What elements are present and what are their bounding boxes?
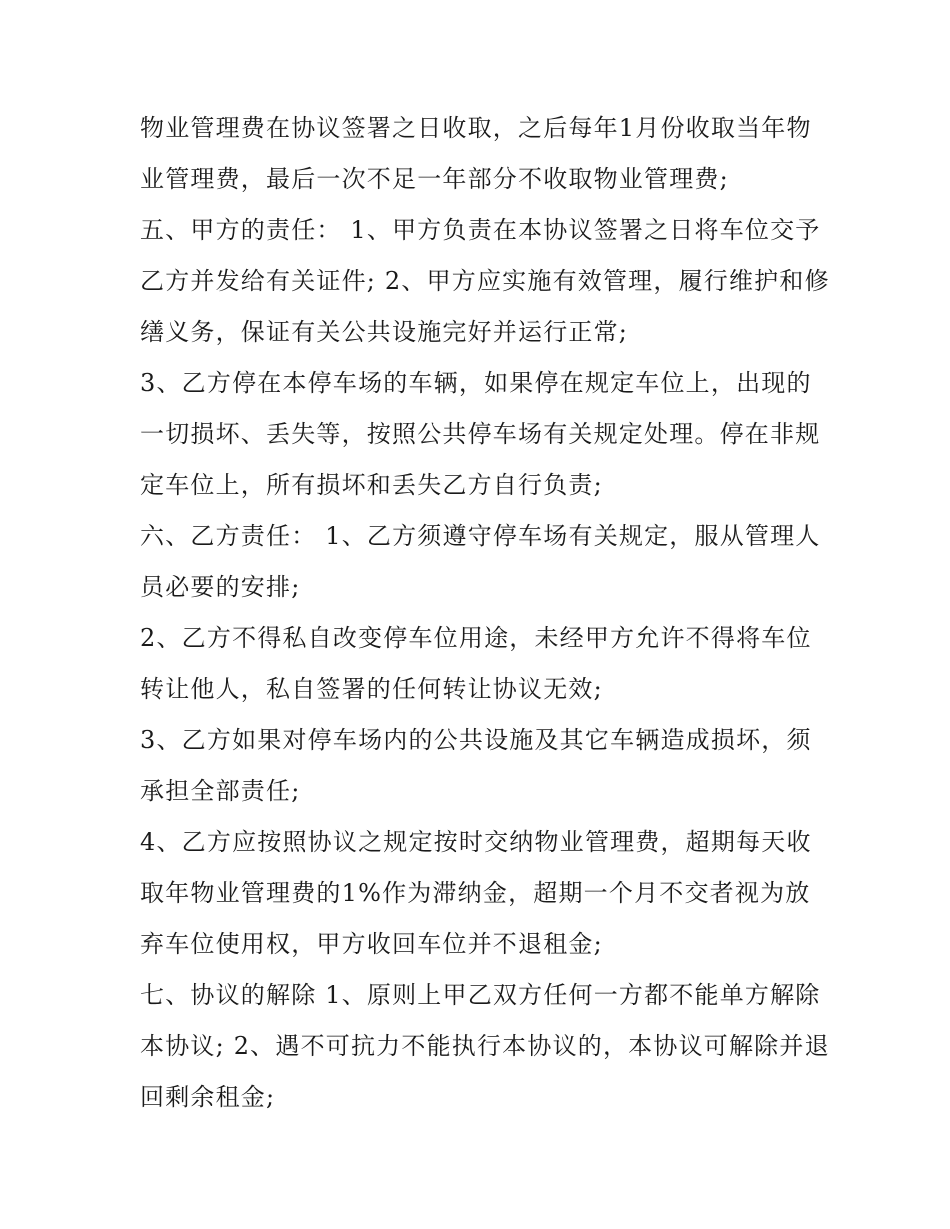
text-line: 五、甲方的责任： 1、甲方负责在本协议签署之日将车位交予 xyxy=(140,216,821,244)
text-line: 取年物业管理费的1%作为滞纳金，超期一个月不交者视为放 xyxy=(140,879,811,907)
text-line: 乙方并发给有关证件; 2、甲方应实施有效管理，履行维护和修 xyxy=(140,267,830,295)
text-line: 本协议; 2、遇不可抗力不能执行本协议的，本协议可解除并退 xyxy=(140,1032,830,1060)
text-line: 承担全部责任; xyxy=(140,777,301,805)
text-line: 一切损坏、丢失等，按照公共停车场有关规定处理。停在非规 xyxy=(140,420,821,448)
document-body xyxy=(140,103,830,1123)
text-line: 弃车位使用权，甲方收回车位并不退租金; xyxy=(140,930,603,958)
text-line: 员必要的安排; xyxy=(140,573,301,601)
text-line: 定车位上，所有损坏和丢失乙方自行负责; xyxy=(140,471,603,499)
text-line: 4、乙方应按照协议之规定按时交纳物业管理费，超期每天收 xyxy=(140,828,812,856)
text-line: 3、乙方停在本停车场的车辆，如果停在规定车位上，出现的 xyxy=(140,369,812,397)
text-line: 七、协议的解除 1、原则上甲乙双方任何一方都不能单方解除 xyxy=(140,981,821,1009)
text-line: 六、乙方责任： 1、乙方须遵守停车场有关规定，服从管理人 xyxy=(140,522,821,550)
text-line: 业管理费，最后一次不足一年部分不收取物业管理费; xyxy=(140,165,729,193)
text-line: 缮义务，保证有关公共设施完好并运行正常; xyxy=(140,318,629,346)
text-line: 转让他人，私自签署的任何转让协议无效; xyxy=(140,675,603,703)
text-line: 回剩余租金; xyxy=(140,1083,276,1111)
text-line: 3、乙方如果对停车场内的公共设施及其它车辆造成损坏，须 xyxy=(140,726,812,754)
text-line: 2、乙方不得私自改变停车位用途，未经甲方允许不得将车位 xyxy=(140,624,812,652)
text-line: 物业管理费在协议签署之日收取，之后每年1月份收取当年物 xyxy=(140,114,812,142)
